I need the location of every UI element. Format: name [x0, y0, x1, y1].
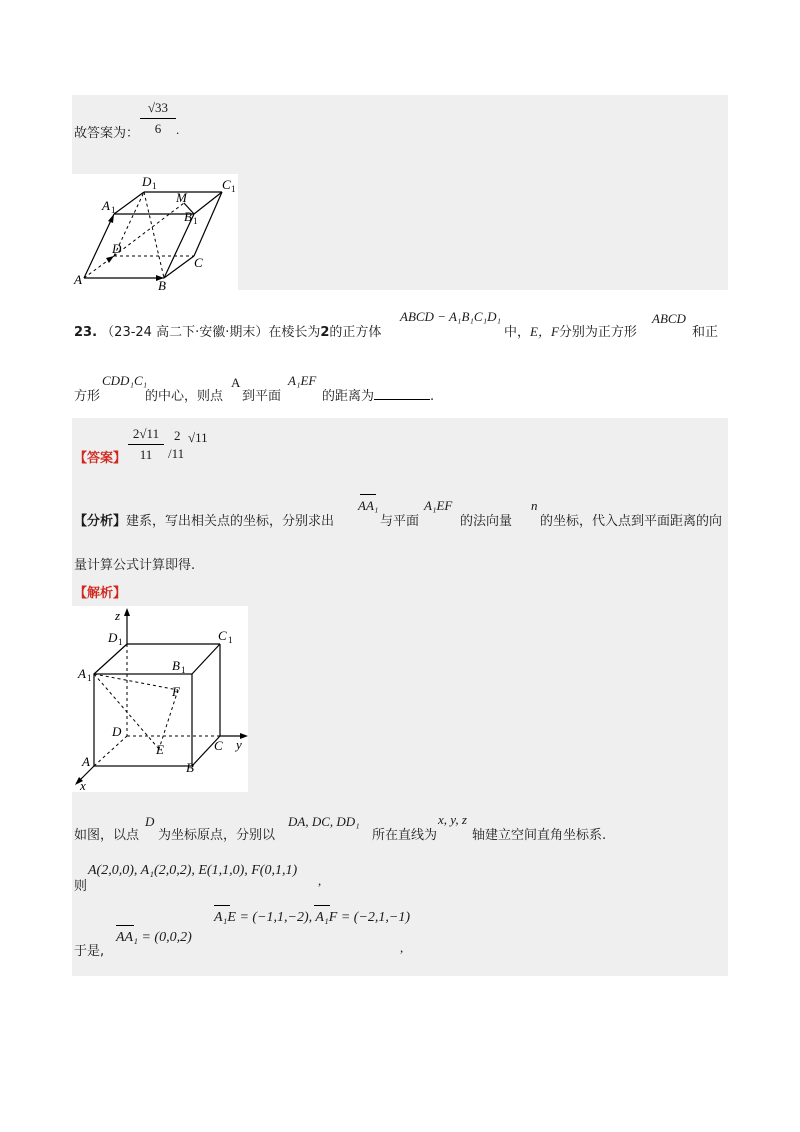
- label-A: A: [74, 272, 82, 287]
- figure-cube-axes: [72, 606, 248, 792]
- cube-label-E: E: [156, 742, 164, 757]
- answer-blank: [374, 387, 430, 400]
- label-D: D: [112, 241, 122, 256]
- q23-text7: 的中心，则点: [145, 389, 224, 404]
- svg-text:1: 1: [111, 205, 116, 215]
- solution-coords: A(2,0,0), A₁(2,0,2), E(1,1,0), F(0,1,1): [88, 863, 298, 878]
- prev-answer-line: [74, 122, 139, 141]
- svg-text:1: 1: [87, 673, 92, 683]
- svg-text:1: 1: [152, 181, 157, 191]
- q23-number: 23.: [74, 325, 98, 340]
- solution-vec2: A₁E = (−1,1,−2), A₁F = (−2,1,−1): [214, 905, 410, 926]
- answer-alt-num: 2: [174, 428, 181, 443]
- cube-label-C1: C: [218, 628, 227, 643]
- label-D1: D: [142, 174, 152, 189]
- solution-origin: D: [145, 814, 155, 829]
- label-C1: C: [222, 177, 231, 192]
- prev-answer-suffix: .: [176, 122, 180, 137]
- solution-axes-lines: DA, DC, DD₁: [288, 814, 360, 829]
- analysis-text3: 的法向量: [460, 514, 513, 529]
- solution-yu: 于是,: [74, 944, 105, 959]
- svg-text:1: 1: [118, 637, 123, 647]
- analysis-text1: 建系，写出相关点的坐标，分别求出: [126, 514, 335, 529]
- q23-ef: E，F: [530, 324, 559, 339]
- analysis-text2: 与平面: [380, 514, 420, 529]
- solution-end-comma: ,: [400, 940, 404, 955]
- figure-parallelepiped: [72, 174, 238, 290]
- answer-alt-den: /11: [168, 446, 185, 461]
- q23-square1: ABCD: [652, 311, 686, 326]
- cube-label-F: F: [172, 684, 180, 699]
- axis-y: y: [236, 737, 242, 752]
- cube-label-D: D: [112, 724, 122, 739]
- q23-end: .: [430, 389, 435, 404]
- svg-text:1: 1: [228, 635, 233, 645]
- q23-text9: 的距离为: [322, 389, 375, 404]
- prev-frac-num: √33: [140, 100, 176, 119]
- solution-text3: 所在直线为: [372, 828, 438, 843]
- analysis-line1: [74, 510, 334, 529]
- analysis-line2: 量计算公式计算即得.: [74, 558, 196, 573]
- q23-source: （23-24 高二下·安徽·期末）: [101, 325, 269, 340]
- axis-z: z: [115, 608, 121, 623]
- analysis-label: 【分析】: [74, 514, 127, 529]
- q23-line1: [74, 321, 381, 340]
- answer-alt-rad: √11: [188, 430, 208, 445]
- solution-text1: 如图，以点: [74, 828, 140, 843]
- q23-text4: 分别为正方形: [558, 325, 637, 340]
- axis-x: x: [80, 778, 86, 792]
- svg-text:1: 1: [181, 665, 186, 675]
- solution-label: 【解析】: [74, 586, 127, 601]
- q23-square2: CDD₁C₁: [102, 373, 148, 388]
- analysis-n: n: [531, 498, 538, 513]
- label-B1: B: [184, 209, 192, 224]
- label-A1: A: [102, 198, 110, 213]
- answer-label: 【答案】: [74, 451, 127, 466]
- q23-plane: A₁EF: [288, 373, 317, 388]
- answer-fraction: [128, 426, 164, 463]
- solution-text4: 轴建立空间直角坐标系.: [472, 828, 607, 843]
- prev-answer-fraction: [140, 100, 176, 137]
- q23-text1: 在棱长为: [268, 325, 321, 340]
- cube-label-A1: A: [78, 666, 86, 681]
- label-M: M: [176, 190, 187, 205]
- solution-text2: 为坐标原点，分别以: [158, 828, 276, 843]
- analysis-vec: AA₁: [358, 494, 378, 514]
- q23-cube-name: ABCD − A₁B₁C₁D₁: [400, 309, 501, 324]
- prev-answer-prefix: 故答案为：: [74, 126, 140, 141]
- answer-frac-num: 2√11: [128, 426, 164, 445]
- prev-frac-den: 6: [154, 121, 162, 136]
- analysis-plane: A₁EF: [424, 498, 453, 513]
- svg-text:1: 1: [231, 184, 236, 194]
- answer-frac-den: 11: [139, 447, 153, 462]
- q23-text5: 和正: [692, 325, 719, 340]
- q23-text2: 的正方体: [329, 325, 382, 340]
- solution-vec1: AA₁ = (0,0,2): [116, 925, 192, 946]
- label-B: B: [158, 278, 166, 290]
- cube-label-B: B: [186, 760, 194, 775]
- q23-edge: 2: [320, 325, 330, 340]
- q23-text9-line: [322, 385, 434, 404]
- cube-label-A: A: [82, 754, 90, 769]
- solution-then: 则: [74, 879, 88, 894]
- q23-point: A: [231, 375, 241, 390]
- cube-label-C: C: [214, 738, 223, 753]
- solution-comma: ,: [318, 873, 322, 888]
- q23-text3: 中，: [504, 325, 531, 340]
- solution-xyz: x, y, z: [438, 812, 467, 827]
- analysis-text4: 的坐标，代入点到平面距离的向: [540, 514, 723, 529]
- q23-line1-b: [504, 321, 637, 340]
- cube-label-D1: D: [108, 630, 118, 645]
- q23-text6: 方形: [74, 389, 101, 404]
- label-C: C: [194, 255, 203, 270]
- q23-text8: 到平面: [242, 389, 282, 404]
- svg-text:1: 1: [193, 216, 198, 226]
- cube-label-B1: B: [172, 658, 180, 673]
